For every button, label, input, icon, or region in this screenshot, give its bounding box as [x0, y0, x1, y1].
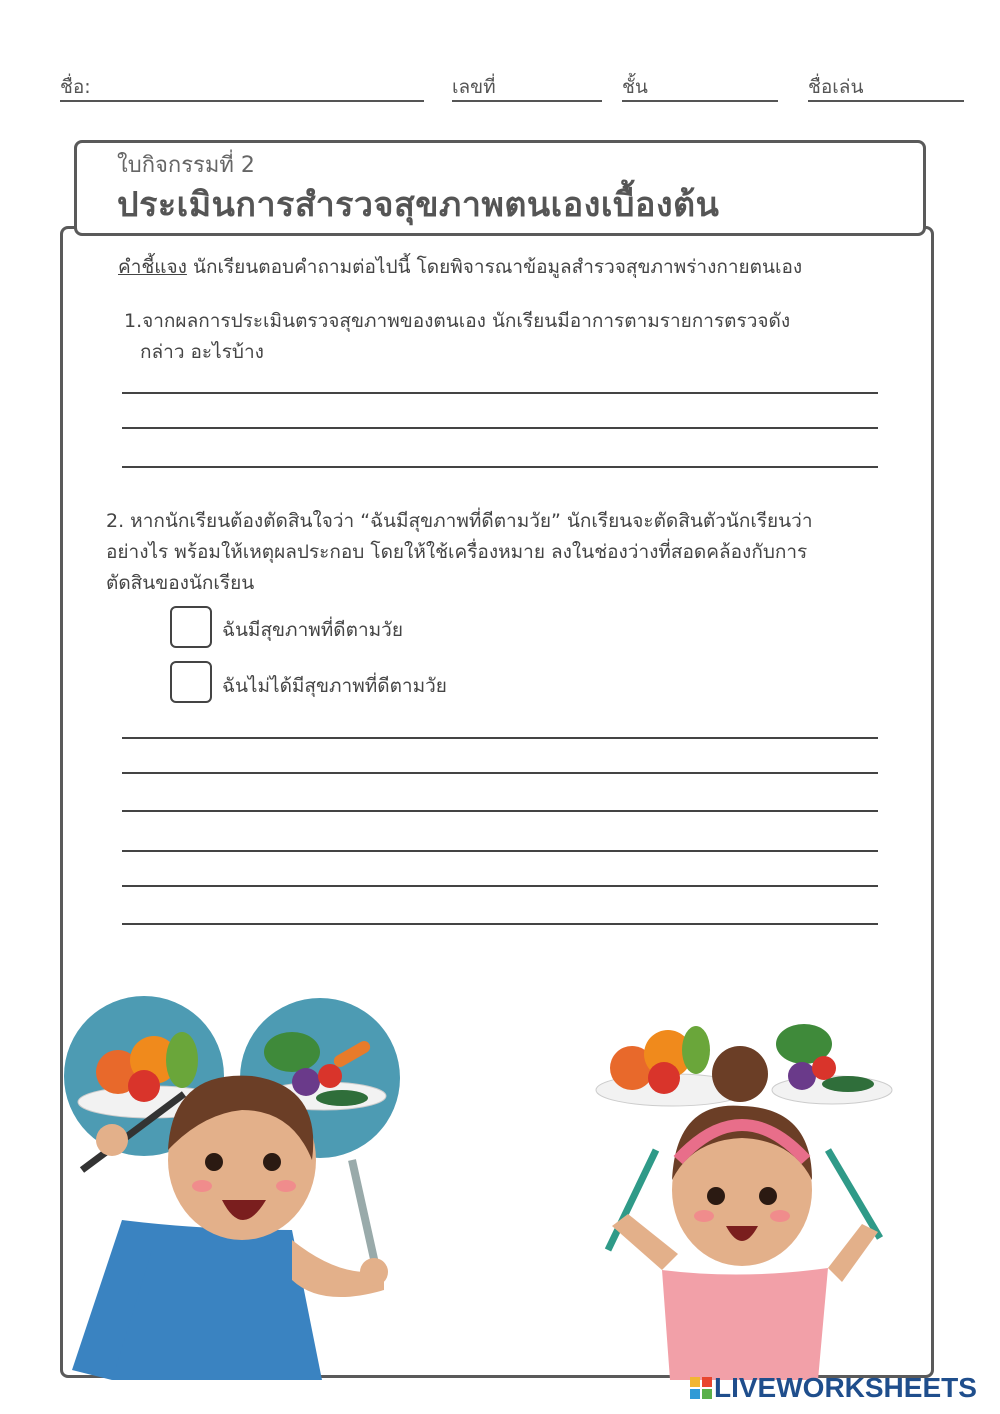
- nickname-field[interactable]: [808, 100, 964, 102]
- name-field[interactable]: [60, 100, 424, 102]
- answer-line[interactable]: [122, 466, 878, 468]
- number-label: เลขที่: [452, 76, 496, 98]
- question-1-line-1: 1.จากผลการประเมินตรวจสุขภาพของตนเอง นักเรียนมีอาการตามรายการตรวจดัง: [124, 310, 791, 332]
- liveworksheets-logo: [690, 1372, 977, 1404]
- class-label: ชั้น: [622, 76, 648, 98]
- instructions-label: คำชี้แจง: [118, 256, 187, 278]
- sheet-number: ใบกิจกรรมที่ 2: [117, 153, 255, 178]
- answer-line[interactable]: [122, 427, 878, 429]
- answer-line[interactable]: [122, 392, 878, 394]
- boy-eating-illustration: [62, 990, 422, 1380]
- question-1: [124, 306, 790, 368]
- name-label: ชื่อ:: [60, 76, 91, 98]
- option-healthy-label: ฉันมีสุขภาพที่ดีตามวัย: [222, 619, 403, 641]
- class-field[interactable]: [622, 100, 778, 102]
- option-not-healthy-label: ฉันไม่ได้มีสุขภาพที่ดีตามวัย: [222, 675, 447, 697]
- answer-line[interactable]: [122, 772, 878, 774]
- girl-eating-illustration: [592, 1010, 902, 1380]
- checkbox-healthy[interactable]: [170, 606, 212, 648]
- question-2-line-2: อย่างไร พร้อมให้เหตุผลประกอบ โดยให้ใช้เครื่องหมาย ลงในช่องว่างที่สอดคล้องกับการ: [106, 541, 808, 563]
- question-1-line-2: กล่าว อะไรบ้าง: [140, 341, 264, 363]
- instructions-text: นักเรียนตอบคำถามต่อไปนี้ โดยพิจารณาข้อมูลสำรวจสุขภาพร่างกายตนเอง: [186, 256, 803, 278]
- liveworksheets-brand: LIVEWORKSHEETS: [714, 1372, 977, 1403]
- question-2-line-1: 2. หากนักเรียนต้องตัดสินใจว่า “ฉันมีสุขภาพที่ดีตามวัย” นักเรียนจะตัดสินตัวนักเรียนว่า: [106, 510, 813, 532]
- page-title: ประเมินการสำรวจสุขภาพตนเองเบื้องต้น: [117, 185, 720, 225]
- answer-line[interactable]: [122, 923, 878, 925]
- answer-line[interactable]: [122, 850, 878, 852]
- title-box: [74, 140, 926, 236]
- instructions: [118, 252, 802, 282]
- answer-line[interactable]: [122, 810, 878, 812]
- question-2: [106, 506, 813, 599]
- checkbox-not-healthy[interactable]: [170, 661, 212, 703]
- answer-line[interactable]: [122, 737, 878, 739]
- question-2-line-3: ตัดสินของนักเรียน: [106, 572, 255, 594]
- answer-line[interactable]: [122, 885, 878, 887]
- liveworksheets-mark-icon: [690, 1377, 712, 1399]
- nickname-label: ชื่อเล่น: [808, 76, 864, 98]
- number-field[interactable]: [452, 100, 602, 102]
